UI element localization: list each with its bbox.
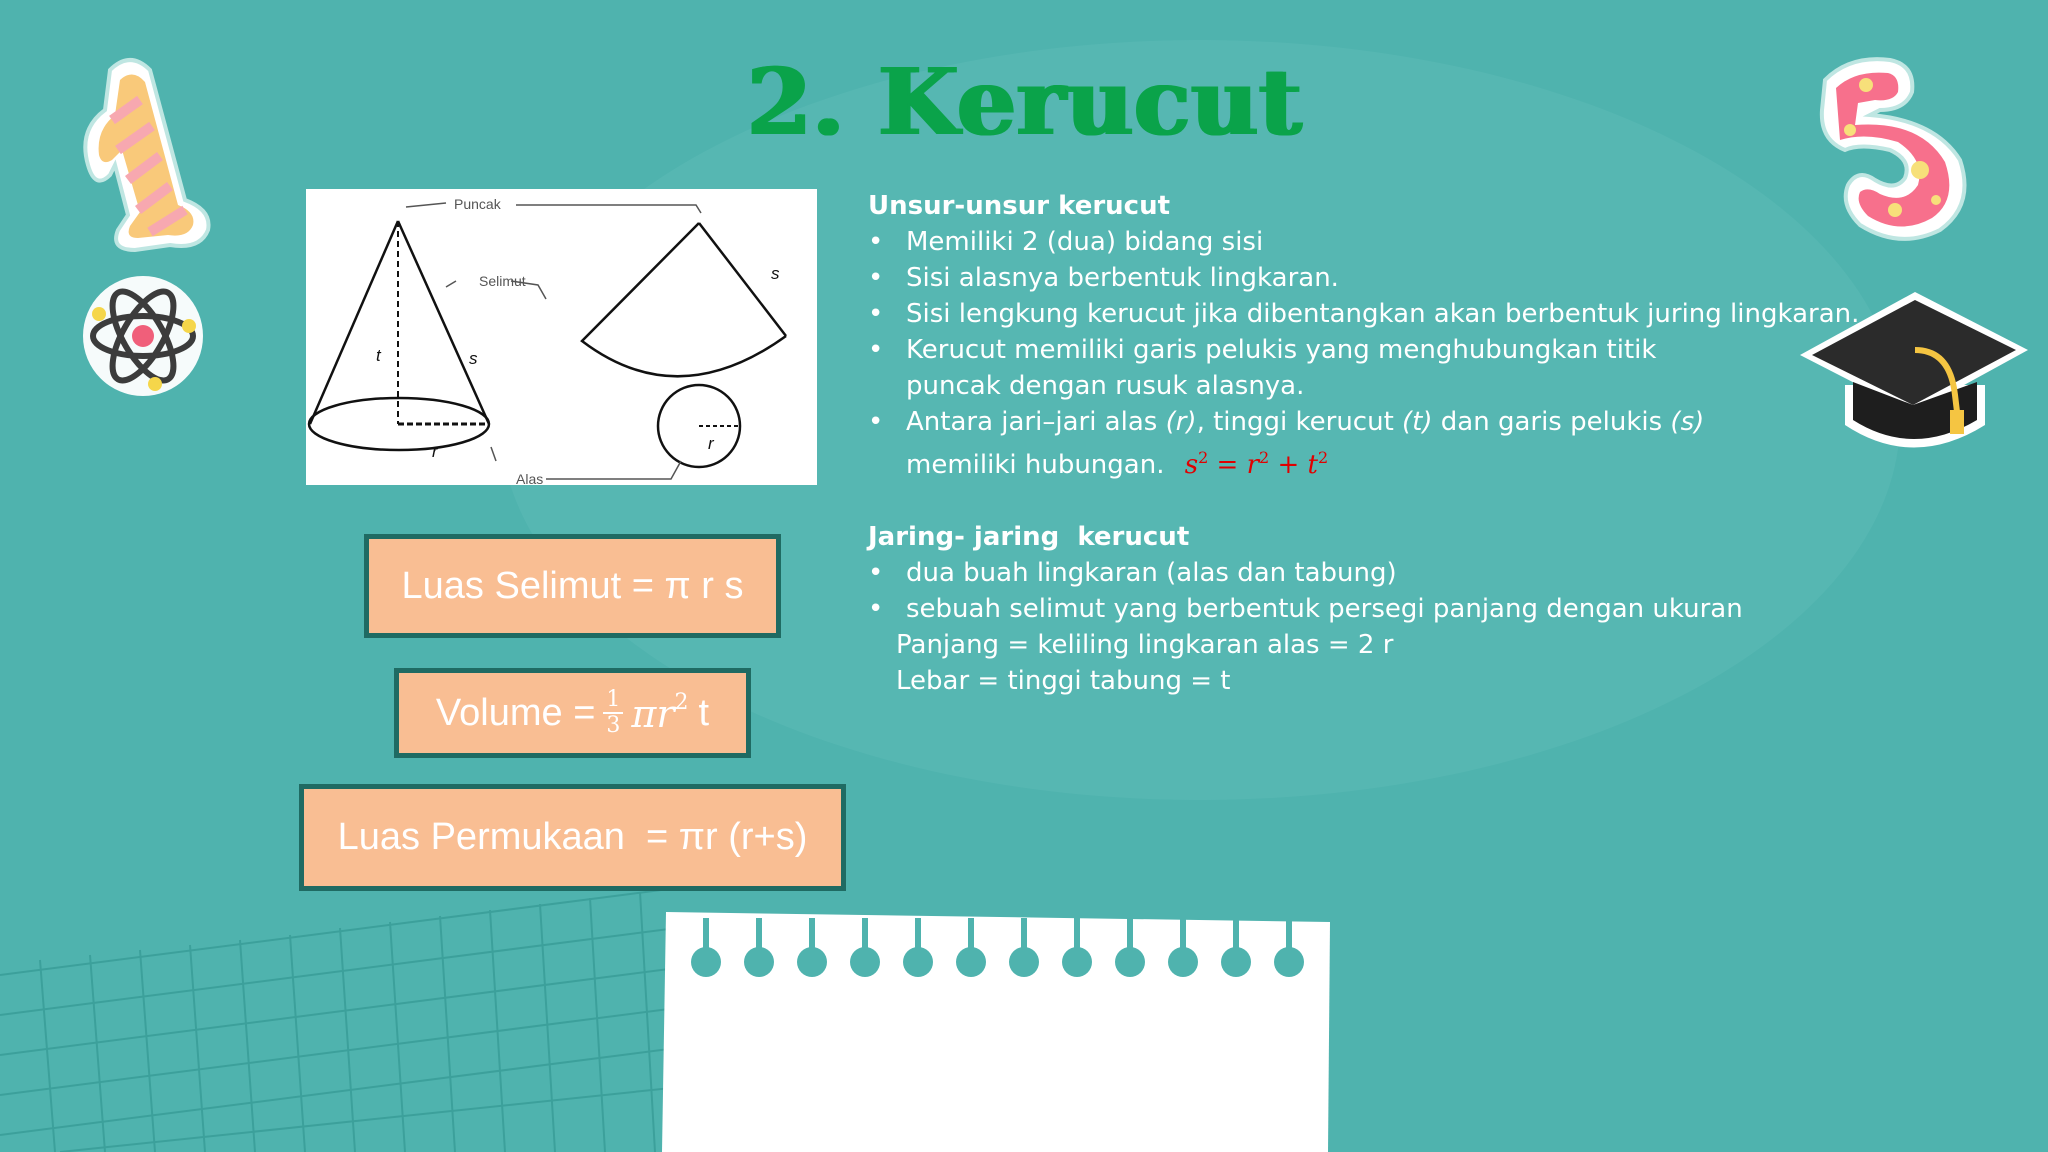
label-alas: Alas [516,471,544,485]
list-item: • Sisi lengkung kerucut jika dibentangkan akan berbentuk juring lingkaran. [868,296,1868,332]
formula-luas-selimut [364,534,781,638]
label-r-circle: r [708,434,714,453]
atom-icon [83,276,203,396]
label-puncak: Puncak [454,196,501,212]
volume-fraction-den: 3 [606,713,621,738]
formula-luas-permukaan-text: Luas Permukaan = πr (r+s) [337,816,808,858]
formula-luas-permukaan [299,784,846,891]
formula-volume [394,668,751,758]
list-item: • Memiliki 2 (dua) bidang sisi [868,224,1868,260]
pythagoras-formula: $s^2 = r^2 + t^2$ [1184,448,1329,480]
jaring-heading: Jaring- jaring kerucut [868,522,1190,552]
label-selimut: Selimut [479,273,526,289]
page-title: 2. Kerucut [746,48,1302,156]
panjang-line: Panjang = keliling lingkaran alas = 2 r [896,630,1394,660]
label-r-cone: r [432,442,438,461]
list-item: • sebuah selimut yang berbentuk persegi panjang dengan ukuran [868,591,1868,627]
unsur-heading: Unsur-unsur kerucut [868,191,1171,221]
unsur-list [868,224,1868,483]
notebook-paper-icon [662,912,1330,1152]
content-text [868,188,1868,699]
volume-fraction [603,688,623,738]
lebar-line: Lebar = tinggi tabung = t [896,666,1231,696]
formula-luas-selimut-text: Luas Selimut = π r s [401,564,744,607]
label-t: t [376,346,381,365]
label-s-cone: s [469,349,478,368]
label-s-sector: s [771,264,780,283]
volume-fraction-num: 1 [606,687,621,712]
list-item: • dua buah lingkaran (alas dan tabung) [868,555,1868,591]
list-item: • Antara jari–jari alas (r), tinggi kerucut (t) dan garis pelukis (s) memiliki hubungan. $s^2 = r^2 + t^2$ [868,404,1806,483]
jaring-list [868,555,1868,627]
list-item: • Sisi alasnya berbentuk lingkaran. [868,260,1868,296]
volume-suffix: t [698,691,710,734]
list-item: • Kerucut memiliki garis pelukis yang menghubungkan titik puncak dengan rusuk alasnya. [868,332,1756,404]
cone-figure [306,189,817,485]
volume-prefix: Volume = [435,691,596,734]
volume-pi-r: $\pi r^2$ [631,690,689,736]
